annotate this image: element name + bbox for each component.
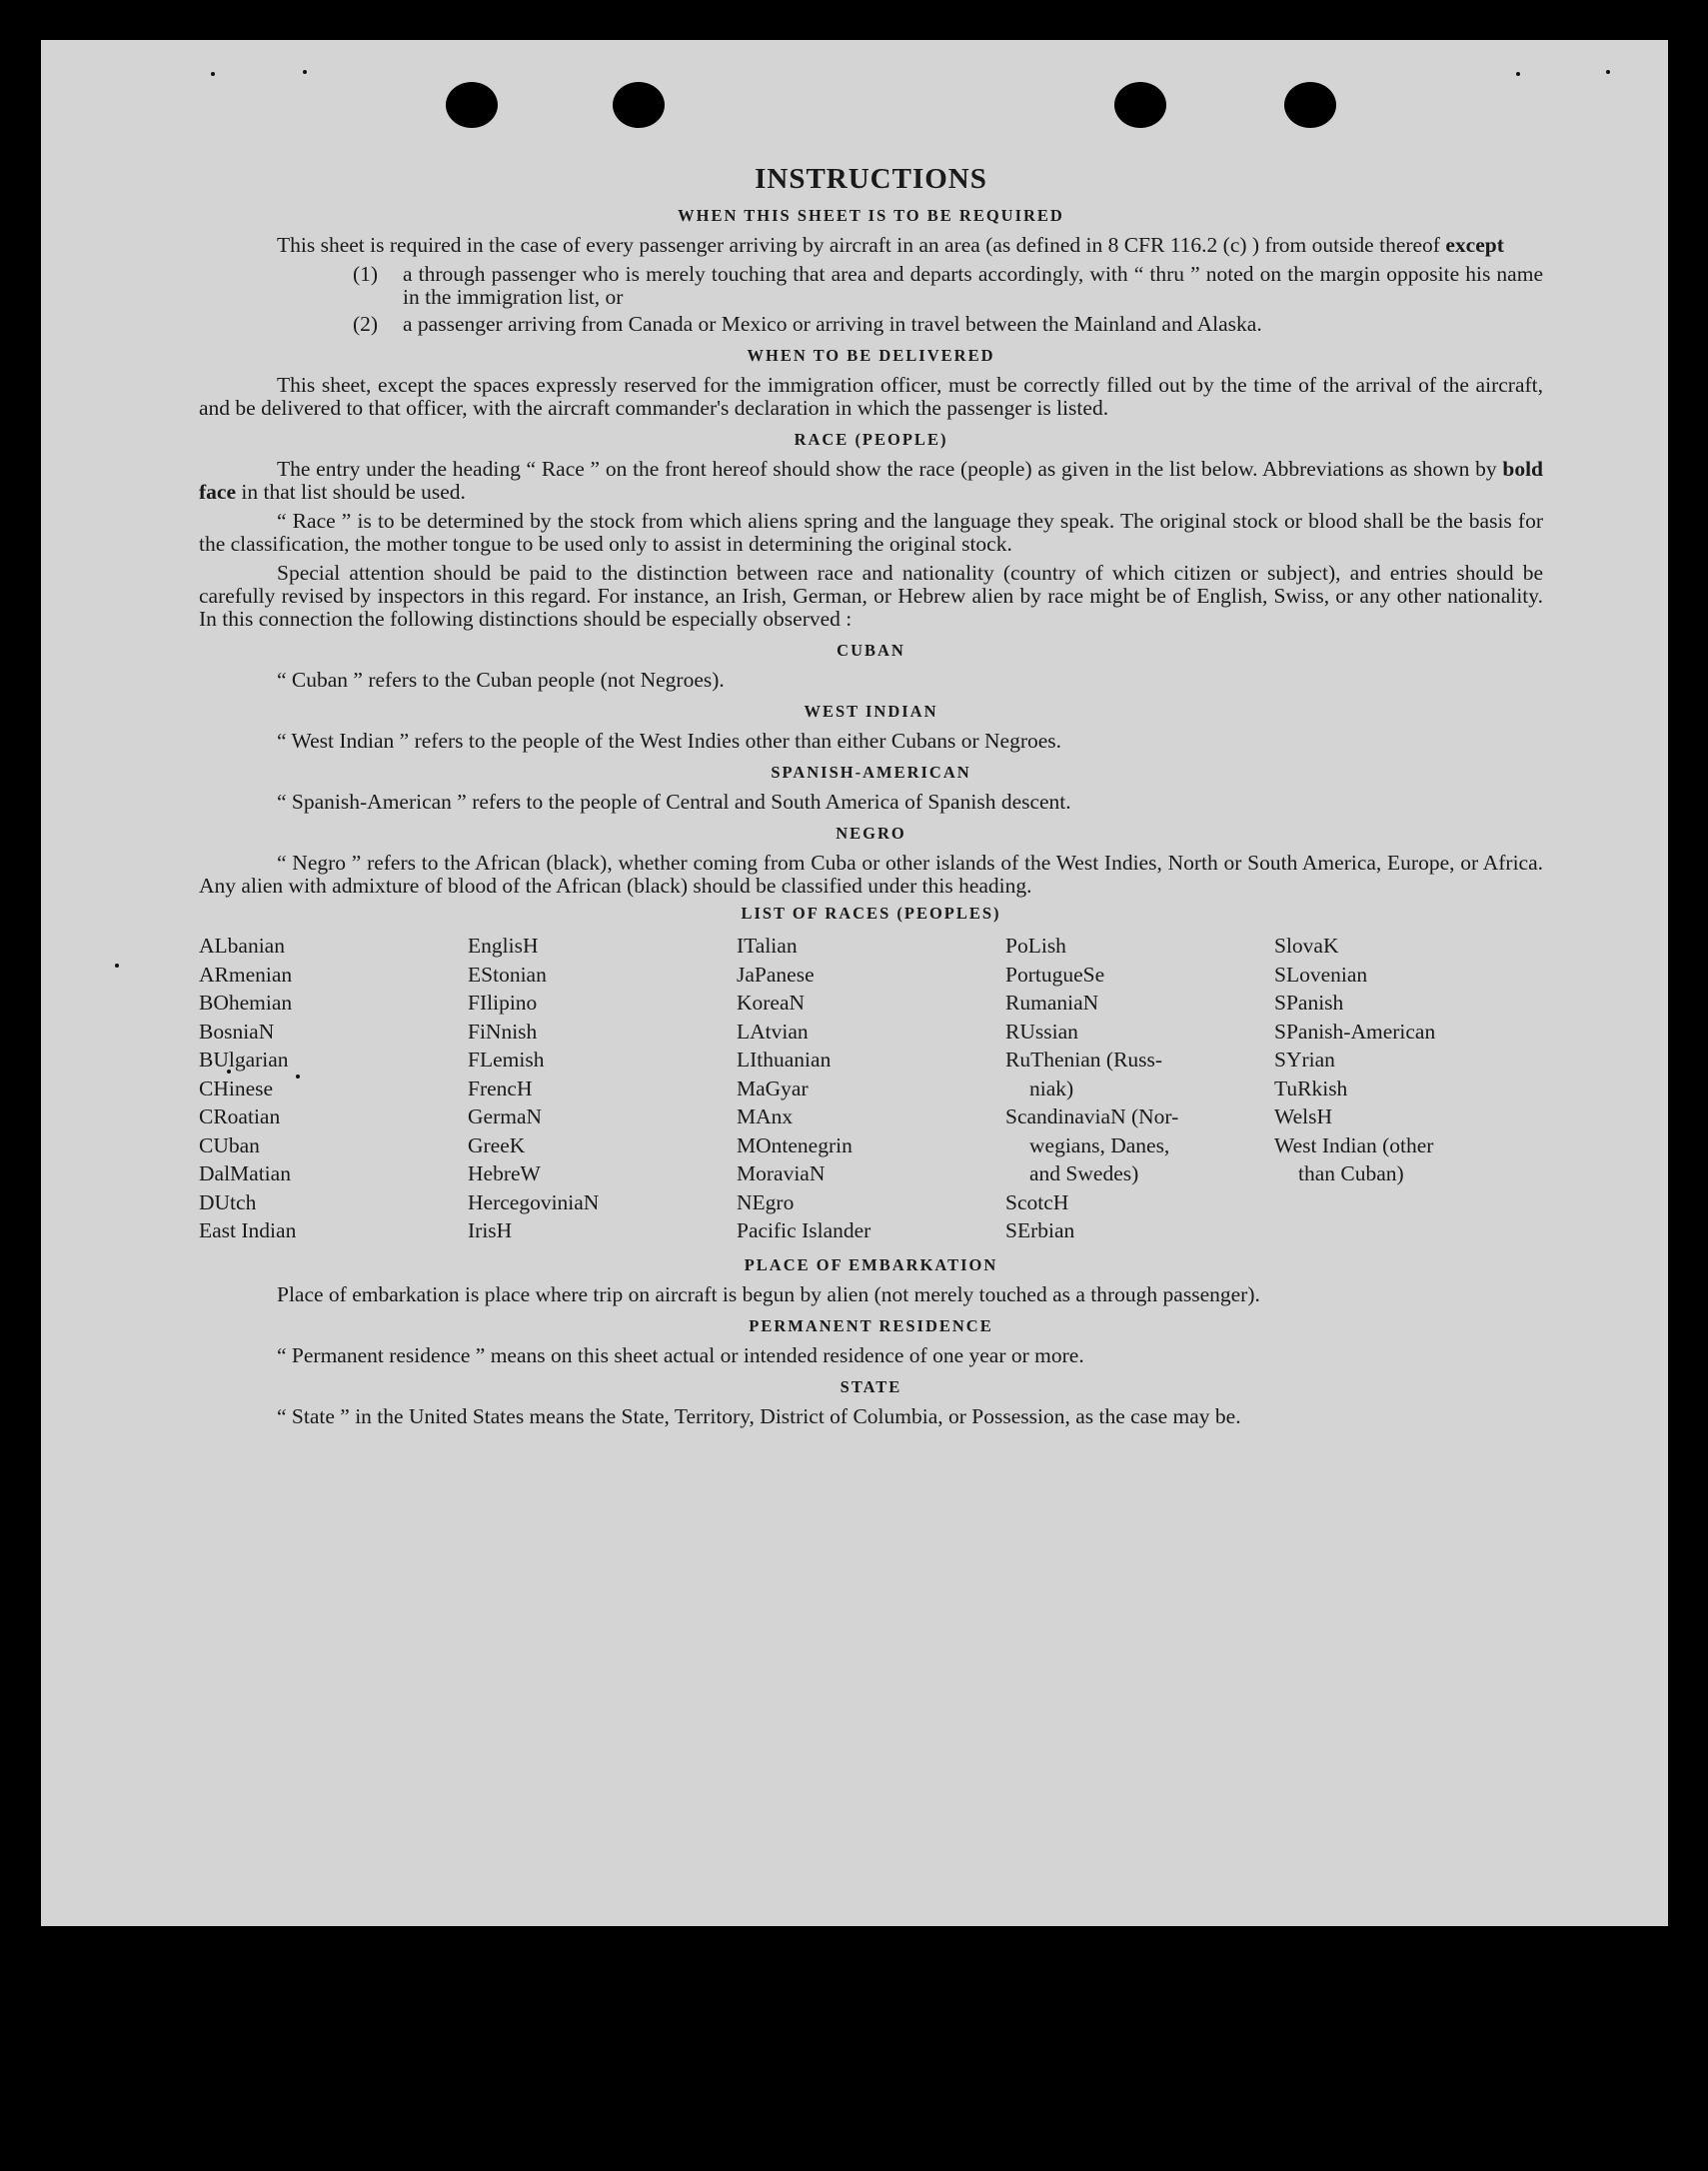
speck (1606, 70, 1610, 74)
race-entry: SErbian (1005, 1218, 1075, 1242)
race-entry: Pacific Islander (737, 1218, 871, 1242)
race-entry: RUssian (1005, 1019, 1078, 1044)
races-column (737, 932, 1005, 1245)
race-entry: SPanish-American (1274, 1019, 1436, 1044)
race-entry: CUban (199, 1132, 260, 1157)
race-entry: DUtch (199, 1189, 257, 1214)
race-text: The entry under the heading “ Race ” on the front hereof should show the race (people) as given in the list below. Abbreviations as shown by (277, 457, 1497, 481)
race-entry: EStonian (468, 962, 547, 987)
section-heading: CUBAN (837, 641, 905, 660)
except-word: except (1445, 233, 1504, 257)
exception-item (199, 313, 1543, 336)
race-entry: West Indian (other than Cuban) (1274, 1132, 1434, 1185)
race-entry: JaPanese (737, 962, 815, 987)
requirement-text: This sheet is required in the case of every passenger arriving by aircraft in an area (as defined in 8 CFR 116.2 (c) ) from outside thereof (277, 233, 1440, 257)
race-entry: GermaN (468, 1104, 543, 1128)
permanent-residence-paragraph: “ Permanent residence ” means on this sheet actual or intended residence of one year or more. (277, 1342, 1084, 1367)
section-heading: WEST INDIAN (804, 702, 938, 721)
section-heading: WHEN TO BE DELIVERED (747, 346, 995, 365)
spanish-american-paragraph: “ Spanish-American ” refers to the people of Central and South America of Spanish descent. (277, 790, 1071, 814)
race-entry: FrencH (468, 1076, 533, 1100)
item-text: a passenger arriving from Canada or Mexico or arriving in travel between the Mainland and Alaska. (403, 312, 1262, 336)
punch-hole (613, 82, 665, 128)
instructions-content (199, 162, 1543, 1434)
west-indian-paragraph: “ West Indian ” refers to the people of the West Indies other than either Cubans or Negroes. (277, 729, 1062, 753)
speck (211, 72, 215, 76)
races-column (199, 932, 468, 1245)
section-heading: WHEN THIS SHEET IS TO BE REQUIRED (678, 206, 1064, 225)
race-entry: ScotcH (1005, 1189, 1069, 1214)
race-entry: TuRkish (1274, 1076, 1348, 1100)
race-entry: NEgro (737, 1189, 795, 1214)
race-entry: FLemish (468, 1048, 545, 1072)
race-entry: FIlipino (468, 991, 538, 1015)
race-entry: EnglisH (468, 934, 539, 958)
section-heading: SPANISH-AMERICAN (771, 763, 971, 782)
race-entry: MAnx (737, 1104, 794, 1128)
item-number: (2) (353, 312, 379, 336)
race-entry: GreeK (468, 1132, 526, 1157)
speck (115, 964, 119, 968)
item-number: (1) (353, 262, 379, 286)
race-entry: IrisH (468, 1218, 513, 1242)
speck (1516, 72, 1520, 76)
race-entry: BosniaN (199, 1019, 275, 1044)
race-entry: DalMatian (199, 1161, 291, 1185)
races-column (1005, 932, 1274, 1245)
state-paragraph: “ State ” in the United States means the State, Territory, District of Columbia, or Possession, as the case may be. (277, 1403, 1241, 1428)
negro-paragraph: “ Negro ” refers to the African (black), whether coming from Cuba or other islands of the West Indies, North or South America, Europe, or Africa. Any alien with admixture of blood of the African (black) should be classified under this heading. (199, 851, 1543, 898)
race-entry: BUlgarian (199, 1048, 289, 1072)
race-entry: RuThenian (Russ- niak) (1005, 1048, 1163, 1100)
requirement-paragraph (199, 234, 1543, 257)
race-entry: MaGyar (737, 1076, 809, 1100)
race-entry: ITalian (737, 934, 798, 958)
section-heading: NEGRO (836, 824, 906, 843)
race-paragraph (199, 458, 1543, 504)
page-title: INSTRUCTIONS (755, 163, 987, 195)
race-entry: SLovenian (1274, 962, 1368, 987)
race-entry: WelsH (1274, 1104, 1332, 1128)
race-entry: ScandinaviaN (Nor- wegians, Danes, and Swedes) (1005, 1104, 1179, 1185)
race-entry: CHinese (199, 1076, 274, 1100)
race-entry: SlovaK (1274, 934, 1339, 958)
races-list (199, 932, 1543, 1245)
race-entry: MoraviaN (737, 1161, 826, 1185)
speck (303, 70, 307, 74)
race-entry: SYrian (1274, 1048, 1335, 1072)
delivery-paragraph: This sheet, except the spaces expressly reserved for the immigration officer, must be correctly filled out by the time of the arrival of the aircraft, and be delivered to that officer, with the aircraft commander's declaration in which the passenger is listed. (199, 373, 1543, 420)
race-entry: PortugueSe (1005, 962, 1105, 987)
races-column (468, 932, 737, 1245)
race-entry: BOhemian (199, 991, 293, 1015)
race-entry: FiNnish (468, 1019, 538, 1044)
cuban-paragraph: “ Cuban ” refers to the Cuban people (not Negroes). (277, 668, 725, 692)
section-heading: PERMANENT RESIDENCE (749, 1315, 993, 1335)
race-text: in that list should be used. (241, 480, 466, 504)
race-entry: HercegoviniaN (468, 1189, 600, 1214)
race-entry: SPanish (1274, 991, 1344, 1015)
bold-face-word: bold face (199, 457, 1544, 504)
race-entry: ARmenian (199, 962, 293, 987)
race-entry: CRoatian (199, 1104, 281, 1128)
race-entry: ALbanian (199, 934, 285, 958)
race-entry: MOntenegrin (737, 1132, 853, 1157)
race-entry: East Indian (199, 1218, 297, 1242)
race-entry: KoreaN (737, 991, 806, 1015)
race-paragraph: “ Race ” is to be determined by the stock from which aliens spring and the language they speak. The original stock or blood shall be the basis for the classification, the mother tongue to be used only to assist in determining the original stock. (199, 509, 1543, 556)
races-column (1274, 932, 1543, 1245)
punch-hole (446, 82, 498, 128)
section-heading: PLACE OF EMBARKATION (744, 1254, 998, 1274)
race-entry: HebreW (468, 1161, 541, 1185)
document-sheet (41, 40, 1668, 1926)
race-paragraph: Special attention should be paid to the distinction between race and nationality (country of which citizen or subject), and entries should be carefully revised by inspectors in this regard. For instance, an Irish, German, or Hebrew alien by race might be of English, Swiss, or any other nationality. In this connection the following distinctions should be especially observed : (199, 561, 1543, 631)
race-entry: RumaniaN (1005, 991, 1099, 1015)
item-text: a through passenger who is merely touching that area and departs accordingly, with “ thru ” noted on the margin opposite his name in the immigration list, or (403, 262, 1543, 309)
race-entry: LAtvian (737, 1019, 809, 1044)
exception-item (199, 263, 1543, 309)
section-heading: STATE (840, 1376, 902, 1396)
punch-hole (1114, 82, 1166, 128)
punch-hole (1284, 82, 1336, 128)
race-entry: LIthuanian (737, 1048, 832, 1072)
race-entry: PoLish (1005, 934, 1066, 958)
embarkation-paragraph: Place of embarkation is place where trip on aircraft is begun by alien (not merely touched as a through passenger). (277, 1281, 1260, 1306)
section-heading: LIST OF RACES (PEOPLES) (741, 904, 1001, 923)
section-heading: RACE (PEOPLE) (794, 430, 948, 449)
